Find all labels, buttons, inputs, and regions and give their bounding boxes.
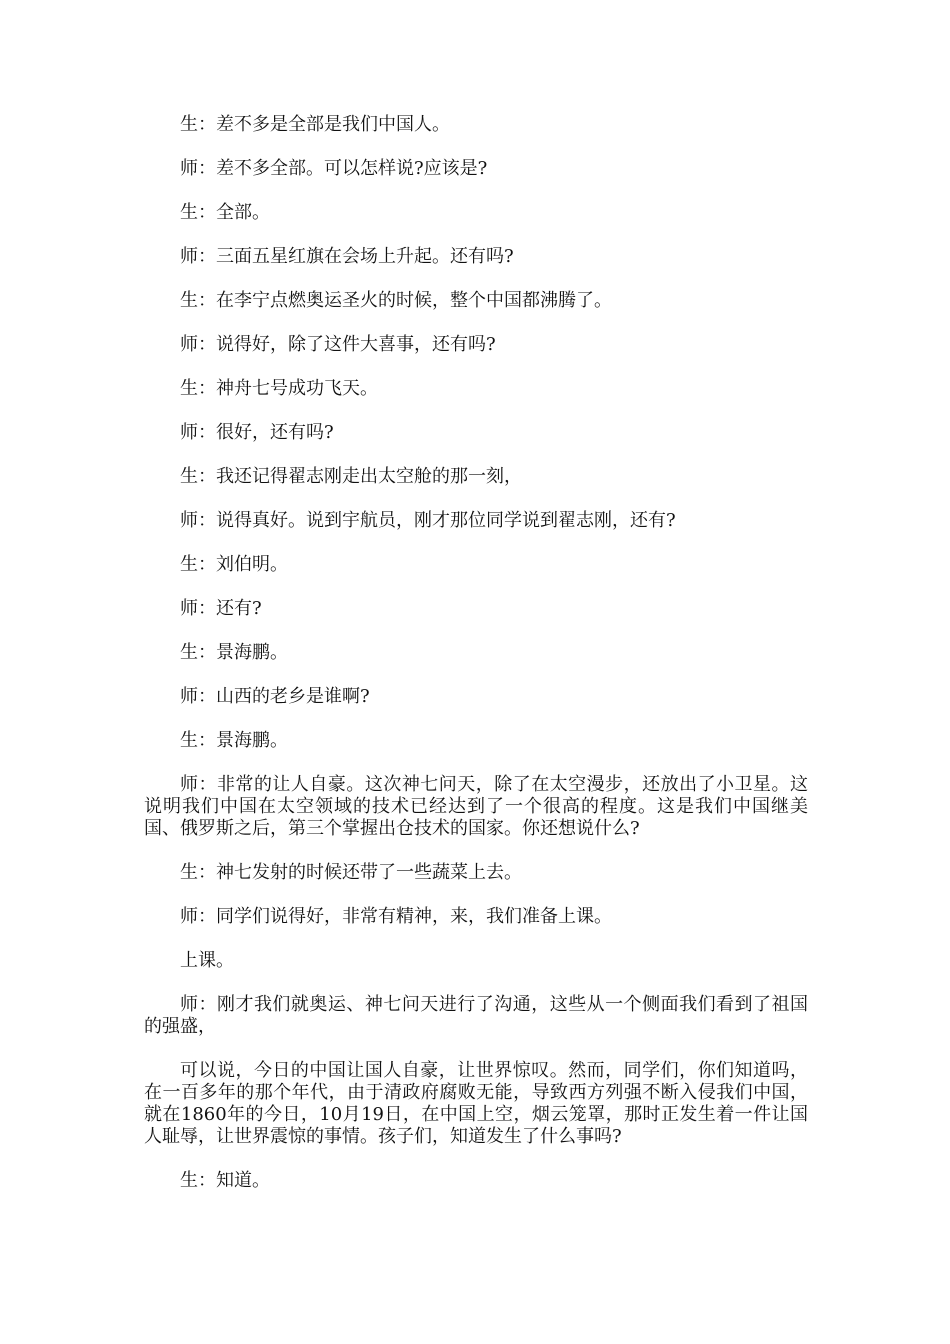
paragraph-15: 生：景海鹏。 bbox=[180, 730, 288, 751]
paragraph-7: 生：神舟七号成功飞天。 bbox=[180, 378, 378, 399]
paragraph-19: 上课。 bbox=[180, 950, 234, 971]
paragraph-12: 师：还有? bbox=[180, 598, 262, 619]
paragraph-21: 可以说，今日的中国让国人自豪，让世界惊叹。然而，同学们，你们知道吗，在一百多年的那个年代，由于清政府腐败无能，导致西方列强不断入侵我们中国，就在1860年的今日，10月19日，在中国上空，烟云笼罩，那时正发生着一件让国人耻辱，让世界震惊的事情。孩子们，知道发生了什么事吗? bbox=[144, 1060, 808, 1147]
paragraph-18: 师：同学们说得好，非常有精神，来，我们准备上课。 bbox=[180, 906, 612, 927]
paragraph-5: 生：在李宁点燃奥运圣火的时候，整个中国都沸腾了。 bbox=[180, 290, 612, 311]
paragraph-6: 师：说得好，除了这件大喜事，还有吗? bbox=[180, 334, 496, 355]
paragraph-14: 师：山西的老乡是谁啊? bbox=[180, 686, 370, 707]
paragraph-20: 师：刚才我们就奥运、神七问天进行了沟通，这些从一个侧面我们看到了祖国的强盛， bbox=[144, 994, 808, 1037]
paragraph-9: 生：我还记得翟志刚走出太空舱的那一刻， bbox=[180, 466, 522, 487]
paragraph-17: 生：神七发射的时候还带了一些蔬菜上去。 bbox=[180, 862, 522, 883]
paragraph-2: 师：差不多全部。可以怎样说?应该是? bbox=[180, 158, 488, 179]
paragraph-3: 生：全部。 bbox=[180, 202, 270, 223]
paragraph-4: 师：三面五星红旗在会场上升起。还有吗? bbox=[180, 246, 514, 267]
paragraph-16: 师：非常的让人自豪。这次神七问天，除了在太空漫步，还放出了小卫星。这说明我们中国在太空领域的技术已经达到了一个很高的程度。这是我们中国继美国、俄罗斯之后，第三个掌握出仓技术的国家。你还想说什么? bbox=[144, 774, 808, 839]
paragraph-1: 生：差不多是全部是我们中国人。 bbox=[180, 114, 450, 135]
paragraph-10: 师：说得真好。说到宇航员，刚才那位同学说到翟志刚，还有? bbox=[180, 510, 676, 531]
paragraph-13: 生：景海鹏。 bbox=[180, 642, 288, 663]
paragraph-11: 生：刘伯明。 bbox=[180, 554, 288, 575]
paragraph-8: 师：很好，还有吗? bbox=[180, 422, 334, 443]
paragraph-22: 生：知道。 bbox=[180, 1170, 270, 1191]
document-body bbox=[144, 114, 808, 1214]
